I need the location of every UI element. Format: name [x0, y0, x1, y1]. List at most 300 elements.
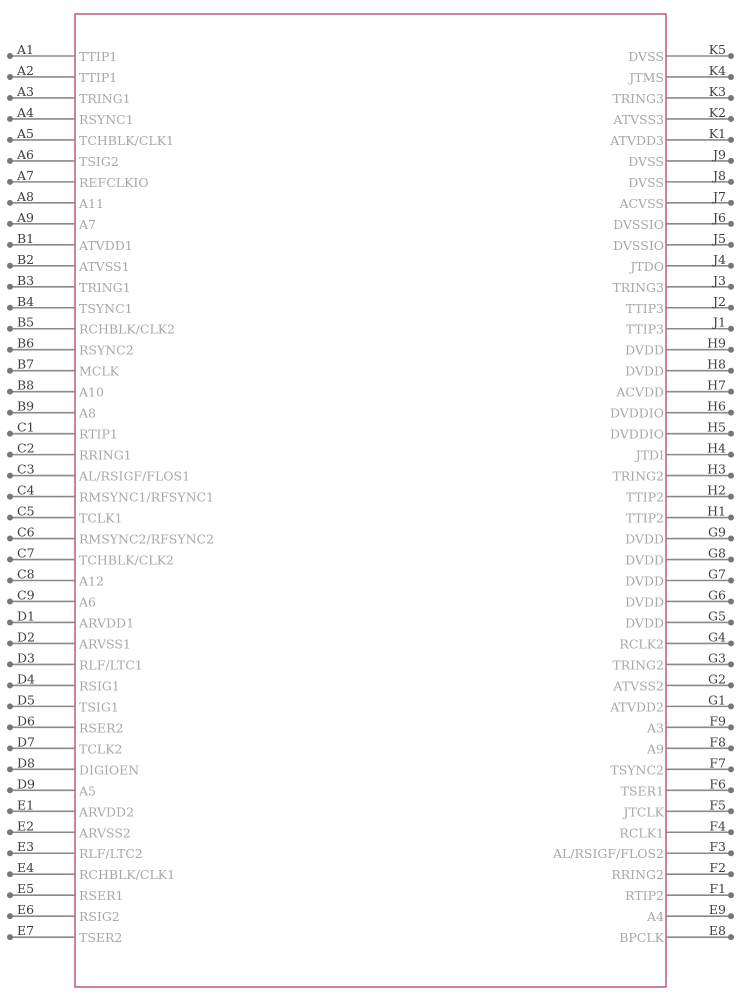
pin-endpoint-dot	[7, 619, 13, 625]
pin-number: E2	[17, 818, 35, 834]
pin-number: F2	[709, 860, 726, 876]
pin-number: F8	[709, 734, 726, 750]
right-pin-J1	[626, 315, 734, 337]
pin-endpoint-dot	[7, 892, 13, 898]
left-pin-D8	[7, 755, 139, 777]
pin-name-label: RSER2	[79, 720, 124, 736]
pin-number: A8	[17, 188, 34, 204]
pin-endpoint-dot	[7, 368, 13, 374]
pin-name-label: TCLK1	[79, 510, 123, 526]
pin-endpoint-dot	[728, 326, 734, 332]
pin-name-label: DVSS	[628, 153, 664, 169]
pin-number: J4	[713, 251, 726, 267]
pin-number: F3	[709, 839, 726, 855]
left-pin-E4	[7, 860, 175, 882]
pin-name-label: TTIP3	[625, 300, 664, 316]
left-pin-B3	[7, 273, 131, 295]
pin-name-label: A3	[647, 720, 664, 736]
pin-endpoint-dot	[7, 661, 13, 667]
pin-name-label: RSYNC2	[79, 342, 134, 358]
pin-endpoint-dot	[728, 515, 734, 521]
pin-name-label: DVSSIO	[613, 216, 664, 232]
right-pin-G8	[625, 546, 734, 568]
pin-number: B4	[17, 293, 35, 309]
pin-endpoint-dot	[728, 682, 734, 688]
pin-number: C9	[17, 587, 35, 603]
pin-name-label: RLF/LTC1	[79, 657, 143, 673]
pin-name-label: A11	[79, 195, 104, 211]
pin-number: H9	[707, 335, 726, 351]
pin-name-label: A7	[79, 216, 96, 232]
pin-name-label: AL/RSIGF/FLOS1	[79, 468, 191, 484]
pin-number: G9	[708, 524, 726, 540]
right-pin-F8	[646, 734, 734, 756]
pin-endpoint-dot	[728, 452, 734, 458]
pin-endpoint-dot	[7, 158, 13, 164]
left-pin-E7	[7, 923, 122, 945]
pin-endpoint-dot	[7, 53, 13, 59]
pin-endpoint-dot	[7, 221, 13, 227]
pin-number: G4	[708, 629, 726, 645]
pin-number: G2	[708, 671, 726, 687]
pin-number: B3	[17, 272, 35, 288]
pin-name-label: ATVDD2	[610, 699, 664, 715]
pin-endpoint-dot	[728, 619, 734, 625]
pin-number: H1	[707, 503, 726, 519]
left-pin-D4	[7, 671, 120, 693]
pin-name-label: RSYNC1	[79, 111, 134, 127]
pin-name-label: A6	[79, 594, 96, 610]
pin-name-label: RSIG1	[79, 678, 120, 694]
pin-endpoint-dot	[7, 515, 13, 521]
pin-endpoint-dot	[728, 494, 734, 500]
pin-endpoint-dot	[7, 536, 13, 542]
pin-number: G1	[708, 692, 726, 708]
pin-number: G7	[708, 566, 726, 582]
left-pin-A6	[7, 147, 119, 169]
pin-number: B9	[17, 398, 35, 414]
left-pin-A7	[7, 168, 149, 190]
pin-number: E6	[17, 902, 35, 918]
pin-number: H4	[707, 440, 726, 456]
right-pin-G7	[625, 567, 734, 589]
left-pin-group	[7, 42, 214, 945]
pin-name-label: JTMS	[629, 69, 664, 85]
right-pin-H3	[612, 462, 734, 484]
pin-number: E7	[17, 923, 35, 939]
pin-name-label: RMSYNC2/RFSYNC2	[79, 531, 215, 547]
pin-number: B8	[17, 377, 35, 393]
pin-number: E1	[17, 797, 35, 813]
pin-name-label: A10	[79, 384, 104, 400]
pin-number: K4	[708, 62, 726, 78]
pin-endpoint-dot	[728, 745, 734, 751]
left-pin-D9	[7, 776, 96, 798]
pin-endpoint-dot	[728, 347, 734, 353]
left-pin-E6	[7, 902, 120, 924]
pin-endpoint-dot	[7, 745, 13, 751]
pin-name-label: TCHBLK/CLK2	[79, 552, 174, 568]
pin-name-label: TRING1	[79, 279, 131, 295]
pin-number: C7	[17, 545, 35, 561]
right-pin-K2	[612, 105, 734, 127]
right-pin-G4	[619, 629, 734, 651]
pin-name-label: RCHBLK/CLK2	[79, 321, 176, 337]
pin-number: B2	[17, 251, 35, 267]
pin-name-label: DVSSIO	[613, 237, 664, 253]
pin-endpoint-dot	[728, 221, 734, 227]
pin-endpoint-dot	[728, 116, 734, 122]
pin-endpoint-dot	[728, 557, 734, 563]
pin-endpoint-dot	[728, 934, 734, 940]
pin-endpoint-dot	[7, 410, 13, 416]
pin-name-label: A5	[79, 783, 96, 799]
pin-name-label: TRING1	[79, 90, 131, 106]
left-pin-B5	[7, 315, 175, 337]
pin-number: C3	[17, 461, 35, 477]
pin-number: D1	[17, 608, 35, 624]
pin-endpoint-dot	[7, 242, 13, 248]
right-pin-F1	[625, 881, 734, 903]
left-pin-B1	[7, 231, 133, 253]
pin-endpoint-dot	[728, 829, 734, 835]
pin-endpoint-dot	[7, 494, 13, 500]
pin-name-label: TRING3	[612, 279, 664, 295]
pin-name-label: ARVSS1	[79, 636, 131, 652]
pin-number: F9	[709, 713, 726, 729]
right-pin-F7	[610, 755, 734, 777]
pin-number: B7	[17, 356, 35, 372]
pin-endpoint-dot	[728, 473, 734, 479]
pin-name-label: DVDD	[625, 594, 664, 610]
left-pin-C6	[7, 525, 214, 547]
pin-name-label: TTIP3	[625, 321, 664, 337]
pin-number: K1	[708, 125, 726, 141]
pin-number: D7	[17, 734, 35, 750]
pin-name-label: DVDD	[625, 552, 664, 568]
pin-name-label: MCLK	[79, 363, 120, 379]
pin-endpoint-dot	[728, 703, 734, 709]
pin-number: E9	[708, 902, 726, 918]
pin-endpoint-dot	[7, 326, 13, 332]
pin-endpoint-dot	[728, 368, 734, 374]
pin-endpoint-dot	[728, 808, 734, 814]
left-pin-C1	[7, 420, 118, 442]
pin-number: H8	[707, 356, 726, 372]
left-pin-C9	[7, 587, 96, 609]
pin-number: D6	[17, 713, 35, 729]
pin-number: D9	[17, 776, 35, 792]
pin-name-label: TCLK2	[79, 741, 123, 757]
pin-number: A9	[17, 209, 34, 225]
pin-number: H5	[707, 419, 726, 435]
pin-number: A6	[17, 146, 34, 162]
pin-name-label: RCHBLK/CLK1	[79, 867, 176, 883]
pin-name-label: ATVDD3	[610, 132, 664, 148]
pin-number: B1	[17, 230, 35, 246]
pin-number: C4	[17, 482, 35, 498]
pin-number: G8	[708, 545, 726, 561]
pin-name-label: ARVDD1	[79, 615, 135, 631]
left-pin-D2	[7, 629, 131, 651]
pin-endpoint-dot	[7, 305, 13, 311]
right-pin-J4	[628, 252, 734, 274]
left-pin-B7	[7, 357, 120, 379]
pin-number: H6	[707, 398, 726, 414]
pin-number: D5	[17, 692, 35, 708]
pin-name-label: DVDD	[625, 615, 664, 631]
pin-endpoint-dot	[728, 431, 734, 437]
pin-number: C8	[17, 566, 35, 582]
pin-endpoint-dot	[7, 871, 13, 877]
pin-number: G6	[708, 587, 726, 603]
pin-number: C5	[17, 503, 35, 519]
pin-endpoint-dot	[7, 766, 13, 772]
pin-number: A7	[17, 167, 34, 183]
right-pin-J6	[613, 210, 734, 232]
right-pin-J3	[612, 273, 734, 295]
pin-endpoint-dot	[7, 808, 13, 814]
right-pin-E8	[619, 923, 734, 945]
pin-name-label: DVDD	[625, 363, 664, 379]
pin-name-label: RRING2	[611, 867, 664, 883]
pin-number: B6	[17, 335, 35, 351]
pin-number: J2	[713, 293, 726, 309]
pin-name-label: ARVDD2	[79, 804, 135, 820]
left-pin-C8	[7, 567, 104, 589]
pin-endpoint-dot	[728, 200, 734, 206]
pin-name-label: JTCLK	[623, 804, 664, 820]
pin-name-label: ATVSS3	[613, 111, 664, 127]
right-pin-J2	[626, 294, 734, 316]
pin-number: F4	[709, 818, 726, 834]
pin-name-label: TTIP2	[625, 489, 664, 505]
pin-number: J8	[713, 167, 726, 183]
pin-number: E8	[708, 923, 726, 939]
pin-endpoint-dot	[7, 598, 13, 604]
pin-name-label: TTIP1	[79, 69, 118, 85]
pin-endpoint-dot	[728, 158, 734, 164]
pin-number: E4	[17, 860, 35, 876]
pin-number: J5	[713, 230, 726, 246]
pin-name-label: RSIG2	[79, 909, 120, 925]
pin-endpoint-dot	[7, 682, 13, 688]
pin-name-label: AL/RSIGF/FLOS2	[552, 846, 664, 862]
pin-name-label: RTIP1	[79, 426, 118, 442]
right-pin-K1	[609, 126, 734, 148]
pin-endpoint-dot	[728, 661, 734, 667]
pin-name-label: ATVSS1	[79, 258, 130, 274]
right-pin-F3	[552, 839, 734, 861]
pin-name-label: RCLK1	[619, 825, 664, 841]
pin-number: J9	[713, 146, 726, 162]
pin-name-label: RLF/LTC2	[79, 846, 143, 862]
pin-number: J3	[713, 272, 726, 288]
pin-endpoint-dot	[7, 829, 13, 835]
pin-name-label: TTIP2	[625, 510, 664, 526]
pin-endpoint-dot	[7, 640, 13, 646]
right-pin-G1	[609, 692, 734, 714]
pin-endpoint-dot	[728, 179, 734, 185]
right-pin-K4	[627, 63, 734, 85]
pin-endpoint-dot	[7, 389, 13, 395]
pin-endpoint-dot	[728, 913, 734, 919]
pin-name-label: TSER2	[79, 930, 123, 946]
right-pin-H8	[625, 357, 734, 379]
pin-number: J1	[713, 314, 726, 330]
pin-name-label: A12	[79, 573, 104, 589]
pin-name-label: TRING2	[612, 468, 664, 484]
pin-endpoint-dot	[7, 179, 13, 185]
pin-number: C1	[17, 419, 35, 435]
left-pin-E5	[7, 881, 123, 903]
left-pin-D6	[7, 713, 123, 735]
pin-name-label: TSYNC1	[79, 300, 133, 316]
pin-endpoint-dot	[7, 74, 13, 80]
pin-endpoint-dot	[728, 53, 734, 59]
left-pin-D1	[7, 608, 134, 630]
pin-name-label: DVDD	[625, 573, 664, 589]
pin-endpoint-dot	[7, 724, 13, 730]
pin-endpoint-dot	[728, 95, 734, 101]
pin-name-label: DVDDIO	[609, 405, 664, 421]
right-pin-G5	[625, 608, 734, 630]
pin-endpoint-dot	[7, 263, 13, 269]
pin-number: B5	[17, 314, 35, 330]
left-pin-A3	[7, 84, 131, 106]
pin-number: D8	[17, 755, 35, 771]
left-pin-C5	[7, 504, 123, 526]
pin-endpoint-dot	[7, 200, 13, 206]
pin-endpoint-dot	[7, 578, 13, 584]
right-pin-F6	[621, 776, 734, 798]
left-pin-C2	[7, 441, 132, 463]
pin-name-label: DVSS	[628, 174, 664, 190]
pin-number: E5	[17, 881, 35, 897]
right-pin-J7	[618, 189, 734, 211]
pin-number: K3	[708, 83, 726, 99]
right-pin-F5	[621, 797, 734, 819]
pin-name-label: TTIP1	[79, 49, 118, 64]
right-pin-H7	[615, 378, 734, 400]
pin-endpoint-dot	[7, 431, 13, 437]
pin-name-label: TSYNC2	[610, 762, 664, 778]
pin-endpoint-dot	[7, 347, 13, 353]
left-pin-B2	[7, 252, 130, 274]
pin-name-label: ATVSS2	[613, 678, 664, 694]
pin-name-label: TRING3	[612, 90, 664, 106]
pin-endpoint-dot	[7, 95, 13, 101]
pin-endpoint-dot	[728, 536, 734, 542]
pin-endpoint-dot	[728, 640, 734, 646]
pin-name-label: RMSYNC1/RFSYNC1	[79, 489, 215, 505]
pin-endpoint-dot	[728, 766, 734, 772]
pin-number: K2	[708, 104, 726, 120]
pin-name-label: TSIG2	[79, 153, 119, 169]
pin-name-label: DVDD	[625, 342, 664, 358]
right-pin-F2	[611, 860, 734, 882]
pin-name-label: DVDD	[625, 531, 664, 547]
pin-endpoint-dot	[7, 473, 13, 479]
right-pin-G3	[612, 650, 734, 672]
pin-endpoint-dot	[7, 557, 13, 563]
right-pin-H9	[625, 336, 734, 358]
pin-number: H7	[707, 377, 726, 393]
pin-number: D3	[17, 650, 35, 666]
left-pin-E2	[7, 818, 131, 840]
right-pin-group	[552, 42, 734, 945]
pin-name-label: ACVDD	[616, 384, 664, 400]
pin-endpoint-dot	[7, 452, 13, 458]
pin-number: A2	[17, 62, 34, 78]
right-pin-K5	[628, 42, 734, 64]
left-pin-A9	[7, 210, 96, 232]
left-pin-B8	[7, 378, 104, 400]
left-pin-A8	[7, 189, 104, 211]
right-pin-H5	[610, 420, 734, 442]
pin-number: J6	[713, 209, 726, 225]
pin-name-label: DVDDIO	[609, 426, 664, 442]
pin-name-label: RTIP2	[625, 888, 664, 904]
pin-name-label: JTDI	[635, 447, 664, 463]
right-pin-H4	[634, 441, 734, 463]
left-pin-A5	[7, 126, 174, 148]
pin-endpoint-dot	[728, 850, 734, 856]
left-pin-B6	[7, 336, 134, 358]
pin-endpoint-dot	[728, 242, 734, 248]
right-pin-K3	[612, 84, 734, 106]
pin-number: J7	[713, 188, 726, 204]
right-pin-H1	[626, 504, 734, 526]
pin-name-label: TRING2	[612, 657, 664, 673]
pin-endpoint-dot	[728, 137, 734, 143]
pin-name-label: A4	[647, 909, 664, 925]
pin-endpoint-dot	[7, 137, 13, 143]
pin-endpoint-dot	[728, 410, 734, 416]
right-pin-F9	[646, 713, 734, 735]
pin-name-label: ACVSS	[619, 195, 664, 211]
left-pin-B4	[7, 294, 133, 316]
left-pin-C4	[7, 483, 214, 505]
pin-endpoint-dot	[7, 934, 13, 940]
pin-endpoint-dot	[728, 284, 734, 290]
pin-endpoint-dot	[728, 389, 734, 395]
pin-name-label: TCHBLK/CLK1	[79, 132, 174, 148]
left-pin-C7	[7, 546, 174, 568]
pin-number: A5	[17, 125, 34, 141]
pin-endpoint-dot	[7, 787, 13, 793]
pin-endpoint-dot	[7, 116, 13, 122]
right-pin-H6	[610, 399, 734, 421]
pin-endpoint-dot	[7, 850, 13, 856]
pin-name-label: TSIG1	[79, 699, 119, 715]
right-pin-E9	[646, 902, 734, 924]
left-pin-B9	[7, 399, 96, 421]
pin-number: F7	[709, 755, 726, 771]
right-pin-F4	[619, 818, 734, 840]
left-pin-A4	[7, 105, 134, 127]
left-pin-E1	[7, 797, 134, 819]
pin-number: F5	[709, 797, 726, 813]
pin-name-label: BPCLK	[619, 930, 664, 946]
pin-number: C2	[17, 440, 35, 456]
pin-name-label: A9	[647, 741, 664, 757]
pin-endpoint-dot	[728, 724, 734, 730]
right-pin-J9	[628, 147, 734, 169]
pin-number: A1	[17, 42, 34, 57]
pin-endpoint-dot	[728, 305, 734, 311]
pin-number: K5	[708, 42, 726, 57]
